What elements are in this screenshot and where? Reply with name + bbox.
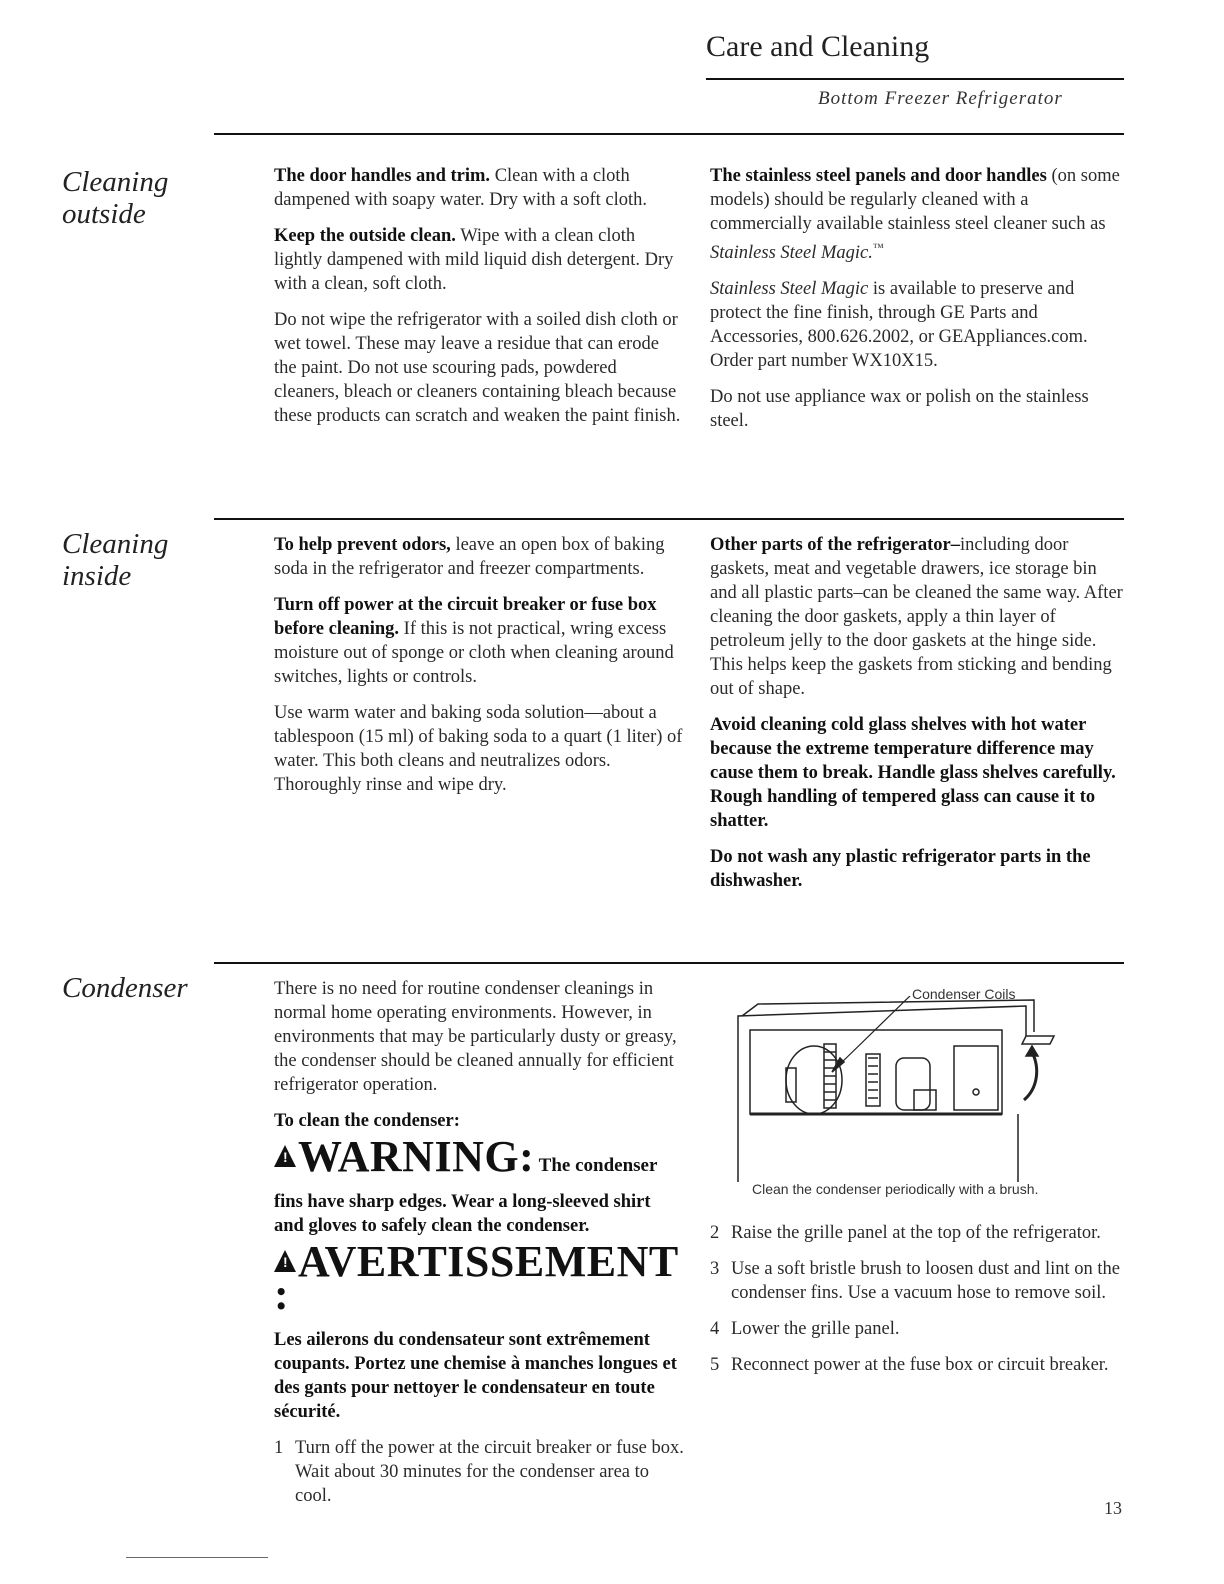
side-panel (954, 1046, 998, 1110)
paragraph (274, 533, 684, 581)
label-pointer (838, 996, 914, 1066)
paragraph-text: Clean with a cloth dampened with soapy water. Dry with a soft cloth. (274, 166, 647, 210)
step-number: 2 (710, 1223, 720, 1243)
condenser-left-column (274, 977, 684, 1520)
paragraph (274, 164, 684, 212)
paragraph (710, 277, 1124, 373)
bold-lead: Keep the outside clean. (274, 226, 456, 246)
paragraph-text: Wipe with a clean cloth lightly dampened with mild liquid dish detergent. Dry with a clean, soft cloth. (274, 226, 674, 294)
condenser-intro: There is no need for routine condenser cleanings in normal home operating environments. However, in environments that may be particularly dusty or greasy, the condenser should be cleaned annually for efficient refrigerator operation. (274, 979, 677, 1095)
step-item (710, 1317, 1124, 1341)
avertissement-heading (274, 1237, 684, 1319)
step-text: Lower the grille panel. (731, 1319, 900, 1339)
paragraph (710, 164, 1124, 265)
diagram-caption: Clean the condenser periodically with a brush. (752, 1181, 1039, 1197)
step-text: Turn off the power at the circuit breaker or fuse box. Wait about 30 minutes for the condenser area to cool. (295, 1438, 684, 1506)
footer-link-line (126, 1557, 268, 1558)
step-text: Reconnect power at the fuse box or circuit breaker. (731, 1355, 1109, 1375)
compressor (786, 1046, 842, 1114)
condenser-right-column (710, 1221, 1124, 1389)
section-divider-inside (214, 518, 1124, 520)
bold-lead: The stainless steel panels and door handles (710, 166, 1047, 186)
section-divider-condenser (214, 962, 1124, 964)
avertissement-word: AVERTISSEMENT : (274, 1237, 678, 1319)
warning-body: fins have sharp edges. Wear a long-sleeved shirt and gloves to safely clean the condenser. (274, 1192, 651, 1236)
box (914, 1090, 936, 1110)
to-clean-heading: To clean the condenser: (274, 1111, 460, 1131)
bold-lead: The door handles and trim. (274, 166, 491, 186)
paragraph: Do not use appliance wax or polish on the stainless steel. (710, 387, 1089, 432)
section-title-line: inside (62, 560, 132, 592)
cleaning-inside-right-column (710, 533, 1124, 905)
paragraph-text: is available to preserve and protect the fine finish, through GE Parts and Accessories, 800.626.2002, or GEAppliances.com. Order part number WX10X15. (710, 279, 1088, 372)
raise-arrow-head (1026, 1046, 1038, 1056)
section-title-line: Cleaning (62, 528, 169, 560)
page-number: 13 (1104, 1498, 1122, 1518)
paragraph-text: If this is not practical, wring excess moisture out of sponge or cloth when cleaning around switches, lights or controls. (274, 619, 674, 687)
warning-exclamation-mark: ! (283, 1254, 288, 1270)
cabinet-outline (738, 1006, 1026, 1182)
warning-heading (274, 1132, 684, 1181)
section-title-cleaning-inside (62, 528, 168, 592)
condenser-diagram (728, 996, 1064, 1182)
warning-word: WARNING: (298, 1132, 535, 1181)
warning-triangle-icon (274, 1145, 296, 1167)
section-divider-outside (214, 133, 1124, 135)
paragraph: Use warm water and baking soda solution—about a tablespoon (15 ml) of baking soda to a quart (1 liter) of water. This both cleans and neutralizes odors. Thoroughly rinse and wipe dry. (274, 703, 683, 795)
section-title-condenser: Condenser (62, 972, 188, 1004)
cleaning-outside-right-column (710, 164, 1124, 445)
compressor-bracket (786, 1068, 796, 1102)
title-divider (706, 78, 1124, 80)
italic-product-name: Stainless Steel Magic. (710, 243, 873, 264)
paragraph: Do not wipe the refrigerator with a soiled dish cloth or wet towel. These may leave a residue that can erode the paint. Do not use scouring pads, powdered cleaners, bleach or cleaners containing bleach because these products can scratch and weaken the paint finish. (274, 310, 681, 426)
step-item (710, 1353, 1124, 1377)
paragraph (274, 593, 684, 689)
bold-lead: Turn off power at the circuit breaker or fuse box before cleaning. (274, 595, 657, 639)
warning-lead-text: The condenser (534, 1155, 658, 1176)
step-item (710, 1221, 1124, 1245)
step-number: 3 (710, 1259, 720, 1279)
bold-lead: To help prevent odors, (274, 535, 451, 555)
step-item (274, 1436, 684, 1508)
raised-grille-panel (1022, 1036, 1054, 1044)
step-number: 5 (710, 1355, 720, 1375)
section-title-line: Cleaning (62, 166, 169, 198)
drain-tank (896, 1058, 930, 1110)
trademark-symbol: ™ (872, 242, 884, 254)
page-subtitle: Bottom Freezer Refrigerator (818, 88, 1063, 109)
warning-exclamation-mark: ! (283, 1149, 288, 1165)
warning-triangle-icon (274, 1250, 296, 1272)
panel-screw (973, 1089, 979, 1095)
paragraph-text: leave an open box of baking soda in the refrigerator and freezer compartments. (274, 535, 665, 579)
condenser-coils-label: Condenser Coils (912, 986, 1016, 1002)
cleaning-outside-left-column (274, 164, 684, 440)
raise-arrow (1024, 1052, 1037, 1100)
step-text: Raise the grille panel at the top of the refrigerator. (731, 1223, 1101, 1243)
step-text: Use a soft bristle brush to loosen dust and lint on the condenser fins. Use a vacuum hose to remove soil. (731, 1259, 1120, 1303)
section-title-cleaning-outside (62, 166, 168, 230)
bold-lead: Other parts of the refrigerator– (710, 535, 961, 555)
glass-shelves-caution: Avoid cleaning cold glass shelves with hot water because the extreme temperature difference may cause them to break. Handle glass shelves carefully. Rough handling of tempered glass can cause it to shatter. (710, 715, 1116, 831)
section-title-line: outside (62, 198, 146, 230)
step-number: 4 (710, 1319, 720, 1339)
step-item (710, 1257, 1124, 1305)
paragraph (710, 533, 1124, 701)
paragraph-text: including door gaskets, meat and vegetable drawers, ice storage bin and all plastic parts–can be cleaned the same way. After cleaning the door gaskets, apply a thin layer of petroleum jelly to the door gaskets at the hinge side. This helps keep the gaskets from sticking and bending out of shape. (710, 535, 1123, 699)
dishwasher-caution: Do not wash any plastic refrigerator parts in the dishwasher. (710, 847, 1091, 891)
avertissement-body: Les ailerons du condensateur sont extrêmement coupants. Portez une chemise à manches longues et des gants pour nettoyer le condensateur en toute sécurité. (274, 1330, 677, 1422)
paragraph (274, 224, 684, 296)
italic-product-name: Stainless Steel Magic (710, 279, 869, 300)
cabinet-top (742, 1000, 1034, 1032)
step-number: 1 (274, 1438, 284, 1458)
page-title: Care and Cleaning (706, 30, 930, 63)
cleaning-inside-left-column (274, 533, 684, 809)
paragraph-text: (on some models) should be regularly cleaned with a commercially available stainless steel cleaner such as (710, 166, 1120, 234)
